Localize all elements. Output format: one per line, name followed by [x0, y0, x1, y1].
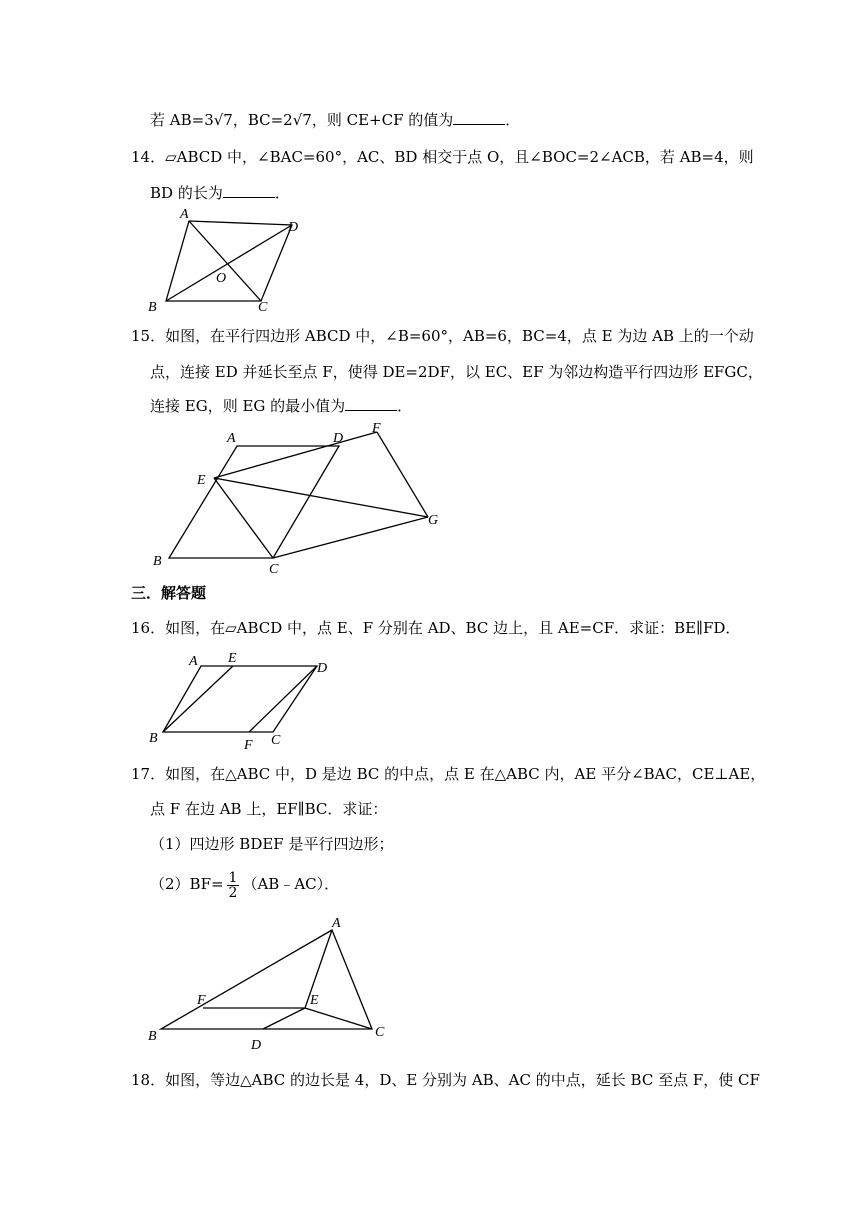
problem-18-line-1: 18．如图，等边△ABC 的边长是 4，D、E 分别为 AB、AC 的中点，延长 BC 至点 F，使 CF [131, 1071, 760, 1089]
fig16-label-E: E [228, 651, 237, 666]
fig16-label-D: D [317, 661, 328, 676]
fig17-label-F: F [197, 993, 206, 1008]
period: ． [505, 111, 521, 129]
problem-15-line-2: 点，连接 ED 并延长至点 F，使得 DE=2DF，以 EC、EF 为邻边构造平行四边形 EFGC， [150, 363, 763, 381]
answer-blank-13 [453, 110, 505, 125]
figure-15 [145, 420, 445, 580]
fig15-parallelogram-abcd [169, 446, 339, 558]
fig17-segment-ed [263, 1008, 305, 1029]
fig17-label-D: D [251, 1038, 262, 1053]
fig15-segment-fg [377, 432, 428, 517]
fig16-segment-be [163, 666, 233, 732]
fig14-diagonal-ac [189, 221, 261, 301]
fig16-label-B: B [149, 731, 158, 746]
problem-16-text: 16．如图，在▱ABCD 中，点 E、F 分别在 AD、BC 边上，且 AE=CF．求证：BE∥FD． [131, 619, 741, 637]
problem-15-line-1: 15．如图，在平行四边形 ABCD 中，∠B=60°，AB=6，BC=4，点 E 为边 AB 上的一个动 [131, 327, 754, 345]
fraction-denominator: 2 [228, 884, 238, 901]
fraction-one-half [227, 871, 240, 900]
fig16-label-A: A [189, 654, 198, 669]
fig14-label-C: C [258, 300, 268, 315]
fig15-segment-ec [214, 478, 273, 558]
fig17-triangle-abc [161, 930, 372, 1029]
answer-blank-14 [223, 183, 275, 198]
problem-14-line-1: 14．▱ABCD 中，∠BAC=60°，AC、BD 相交于点 O，且∠BOC=2∠ACB，若 AB=4，则 [131, 148, 754, 166]
fraction-numerator: 1 [228, 869, 238, 886]
fig14-label-D: D [288, 220, 299, 235]
fig14-label-A: A [180, 207, 189, 222]
answer-blank-15 [345, 396, 397, 411]
problem-17-line-1: 17．如图，在△ABC 中，D 是边 BC 的中点，点 E 在△ABC 内，AE 平分∠BAC，CE⊥AE， [131, 765, 766, 783]
fig16-label-C: C [271, 733, 281, 748]
figure-17 [145, 912, 395, 1057]
part-2-suffix: （AB﹣AC）． [242, 875, 340, 893]
problem-14-line-2 [150, 183, 290, 203]
problem-13-text: 若 AB=3√7，BC=2√7，则 CE+CF 的值为 [150, 111, 454, 129]
fig15-label-D: D [333, 431, 344, 446]
section-3-heading: 三．解答题 [131, 584, 207, 602]
fig15-segment-eg [214, 478, 428, 517]
fig16-label-F: F [244, 738, 253, 753]
fig17-label-A: A [332, 916, 341, 931]
fig17-segment-ec [305, 1008, 372, 1029]
figure-16 [145, 648, 335, 753]
fig15-label-E: E [197, 473, 206, 488]
fig17-label-E: E [310, 993, 319, 1008]
problem-13-line-2 [150, 110, 520, 130]
fig14-label-B: B [148, 300, 157, 315]
fig15-segment-gc [273, 517, 428, 558]
fig15-segment-ef [214, 432, 377, 478]
fig15-label-A: A [227, 431, 236, 446]
period: ． [397, 397, 413, 415]
problem-17-line-2: 点 F 在边 AB 上，EF∥BC．求证： [150, 800, 388, 818]
fig17-label-C: C [375, 1025, 385, 1040]
fig15-label-G: G [428, 513, 439, 528]
fig17-label-B: B [148, 1029, 157, 1044]
fig14-label-O: O [216, 271, 227, 286]
fig15-label-C: C [269, 562, 279, 577]
problem-17-part-2 [150, 866, 339, 902]
figure-14 [140, 205, 310, 320]
fig15-label-B: B [153, 554, 162, 569]
period: ． [274, 184, 290, 202]
fig16-segment-fd [249, 666, 317, 732]
problem-17-part-1: （1）四边形 BDEF 是平行四边形； [150, 835, 394, 853]
problem-15-line-3 [150, 396, 412, 416]
part-2-prefix: （2）BF= [150, 875, 224, 893]
problem-15-text: 连接 EG，则 EG 的最小值为 [150, 397, 346, 415]
fig15-label-F: F [372, 421, 381, 436]
fig16-parallelogram [163, 666, 317, 732]
problem-14-text: BD 的长为 [150, 184, 223, 202]
